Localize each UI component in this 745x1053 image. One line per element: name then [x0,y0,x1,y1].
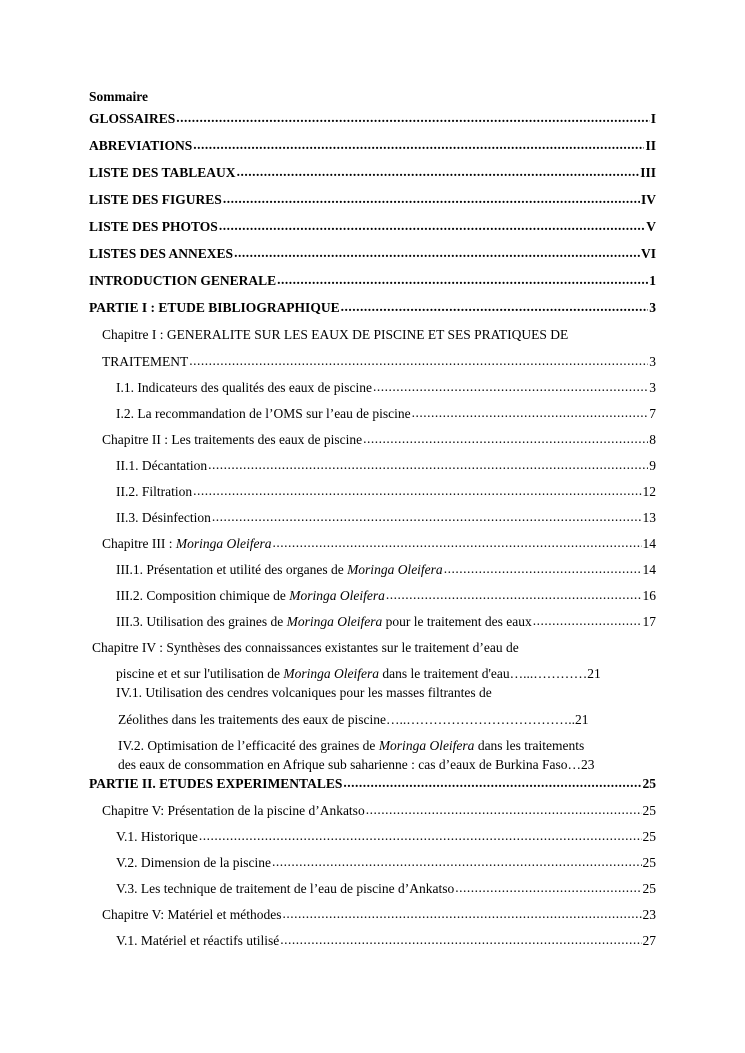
toc-entry-v1-materiel[interactable] [116,933,656,949]
toc-entry-label: V.1. Matériel et réactifs utilisé [116,933,280,948]
toc-entry-label: LISTE DES TABLEAUX [89,165,236,180]
toc-label-text: III.2. Composition chimique de [116,588,290,603]
toc-entry-label: I.1. Indicateurs des qualités des eaux de piscine [116,380,373,395]
toc-entry-label [116,562,443,578]
toc-entry-partie-1[interactable] [89,300,656,316]
toc-entry-chapitre-1-line1[interactable]: Chapitre I : GENERALITE SUR LES EAUX DE PISCINE ET SES PRATIQUES DE [102,327,569,342]
toc-entry-page: 7 [649,406,656,421]
toc-leader [272,854,642,870]
toc-label-italic: Moringa Oleifera [347,562,443,577]
toc-label-italic: Moringa Oleifera [283,666,380,681]
toc-entry-label: II.2. Filtration [116,484,193,499]
toc-leader [366,802,642,818]
toc-entry-ii3[interactable] [116,510,656,526]
toc-entry-label: II.1. Décantation [116,458,208,473]
toc-entry-chapitre-4-line1[interactable]: Chapitre IV : Synthèses des connaissances existantes sur le traitement d’eau de [92,640,519,655]
toc-label-text: Chapitre III : [102,536,176,551]
toc-entry-label: PARTIE I : ETUDE BIBLIOGRAPHIQUE [89,300,340,315]
toc-entry-iv2-line1[interactable] [118,738,584,754]
toc-entry-label: LISTE DES PHOTOS [89,219,218,234]
toc-entry-page: I [650,111,656,126]
toc-entry-label: GLOSSAIRES [89,111,176,126]
toc-entry-label: LISTES DES ANNEXES [89,246,234,261]
toc-entry-ii1[interactable] [116,458,656,474]
toc-entry-iii3[interactable] [116,614,656,630]
toc-entry-partie-2[interactable] [89,776,656,792]
toc-entry-page: 27 [642,933,656,948]
toc-label-text: IV.2. Optimisation de l’efficacité des graines de [118,738,379,753]
toc-leader [208,457,648,473]
toc-entry-i1[interactable] [116,380,656,396]
toc-entry-page: 3 [649,380,656,395]
toc-entry-chapitre-1[interactable] [102,354,656,370]
toc-entry-label: V.2. Dimension de la piscine [116,855,271,870]
toc-label-text: piscine et et sur l'utilisation de [116,666,284,681]
toc-leader [341,299,649,315]
toc-entry-label: ABREVIATIONS [89,138,193,153]
toc-label-italic: Moringa Oleifera [286,614,383,629]
toc-entry-abreviations[interactable] [89,138,656,154]
toc-leader [176,110,649,126]
toc-entry-liste-des-tableaux[interactable] [89,165,656,181]
toc-entry-chapitre-5-presentation[interactable] [102,803,656,819]
toc-entry-page: 25 [642,881,656,896]
toc-leader [282,906,641,922]
toc-entry-label: TRAITEMENT [102,354,189,369]
toc-entry-v3-technique[interactable] [116,881,656,897]
toc-entry-v1-historique[interactable] [116,829,656,845]
toc-entry-page: 23 [642,907,656,922]
toc-leader [199,828,642,844]
toc-leader [444,561,642,577]
toc-entry-label: Chapitre V: Matériel et méthodes [102,907,282,922]
toc-leader [533,613,642,629]
toc-leader [193,137,644,153]
toc-entry-page: 14 [642,536,656,551]
toc-entry-liste-des-figures[interactable] [89,192,656,208]
toc-leader [455,880,641,896]
toc-entry-page: 25 [642,803,656,818]
toc-entry-page: III [640,165,656,180]
toc-entry-label: II.3. Désinfection [116,510,211,525]
toc-leader [373,379,648,395]
toc-leader [219,218,645,234]
toc-label-text: III.3. Utilisation des graines de [116,614,287,629]
toc-entry-page: V [646,219,656,234]
toc-entry-page: IV [640,192,656,207]
toc-entry-page: 1 [649,273,656,288]
toc-entry-page: 13 [642,510,656,525]
toc-entry-label [116,588,385,604]
toc-leader [272,535,641,551]
toc-entry-chapitre-2[interactable] [102,432,656,448]
toc-entry-page: 9 [649,458,656,473]
toc-entry-page: 3 [649,354,656,369]
toc-entry-page: 25 [642,855,656,870]
toc-entry-label: Chapitre V: Présentation de la piscine d’Ankatso [102,803,365,818]
toc-entry-label: V.3. Les technique de traitement de l’eau de piscine d’Ankatso [116,881,455,896]
toc-entry-page: 25 [642,776,656,791]
toc-leader [223,191,640,207]
toc-entry-page: 12 [642,484,656,499]
toc-entry-label: PARTIE II. ETUDES EXPERIMENTALES [89,776,343,791]
toc-entry-i2[interactable] [116,406,656,422]
toc-entry-label [102,536,271,552]
toc-leader [189,353,648,369]
toc-label-text: dans le traitement d'eau…...…………21 [379,666,601,681]
toc-entry-label: I.2. La recommandation de l’OMS sur l’eau de piscine [116,406,411,421]
toc-entry-page: 17 [642,614,656,629]
toc-label-italic: Moringa Oleifera [378,738,475,753]
toc-entry-page: 25 [642,829,656,844]
toc-entry-chapitre-5-materiel[interactable] [102,907,656,923]
toc-entry-page: 8 [649,432,656,447]
toc-leader [234,245,640,261]
toc-entry-chapitre-3[interactable] [102,536,656,552]
toc-leader [412,405,649,421]
toc-entry-page: VI [640,246,656,261]
toc-label-text: III.1. Présentation et utilité des organes de [116,562,348,577]
toc-entry-page: 16 [642,588,656,603]
toc-entry-label: V.1. Historique [116,829,198,844]
toc-entry-iv2-line2[interactable]: des eaux de consommation en Afrique sub saharienne : cas d’eaux de Burkina Faso…23 [118,757,595,772]
toc-entry-label: LISTE DES FIGURES [89,192,222,207]
toc-title: Sommaire [89,89,148,104]
toc-entry-label: INTRODUCTION GENERALE [89,273,277,288]
toc-label-italic: Moringa Oleifera [289,588,385,603]
toc-entry-chapitre-4-line2[interactable] [116,666,601,682]
toc-entry-liste-des-photos[interactable] [89,219,656,235]
toc-label-text: pour le traitement des eaux [382,614,532,629]
toc-entry-ii2[interactable] [116,484,656,500]
toc-leader [212,509,642,525]
toc-entry-iii2[interactable] [116,588,656,604]
toc-leader [343,775,641,791]
toc-label-text: dans les traitements [474,738,585,753]
toc-entry-page: 14 [642,562,656,577]
toc-leader [193,483,641,499]
toc-entry-glossaires[interactable] [89,111,656,127]
toc-leader [386,587,642,603]
toc-entry-page: II [645,138,656,153]
toc-entry-iv1-line2[interactable]: Zéolithes dans les traitements des eaux de piscine…..………………………………..21 [118,712,589,727]
toc-entry-listes-des-annexes[interactable] [89,246,656,262]
toc-entry-label [116,614,532,630]
toc-leader [363,431,648,447]
toc-leader [277,272,648,288]
toc-entry-page: 3 [649,300,656,315]
toc-leader [237,164,640,180]
toc-entry-iii1[interactable] [116,562,656,578]
toc-entry-label: Chapitre II : Les traitements des eaux de piscine [102,432,363,447]
toc-entry-v2-dimension[interactable] [116,855,656,871]
toc-leader [280,932,641,948]
toc-label-italic: Moringa Oleifera [175,536,272,551]
toc-entry-introduction-generale[interactable] [89,273,656,289]
toc-entry-iv1-line1[interactable]: IV.1. Utilisation des cendres volcaniques pour les masses filtrantes de [116,685,492,700]
